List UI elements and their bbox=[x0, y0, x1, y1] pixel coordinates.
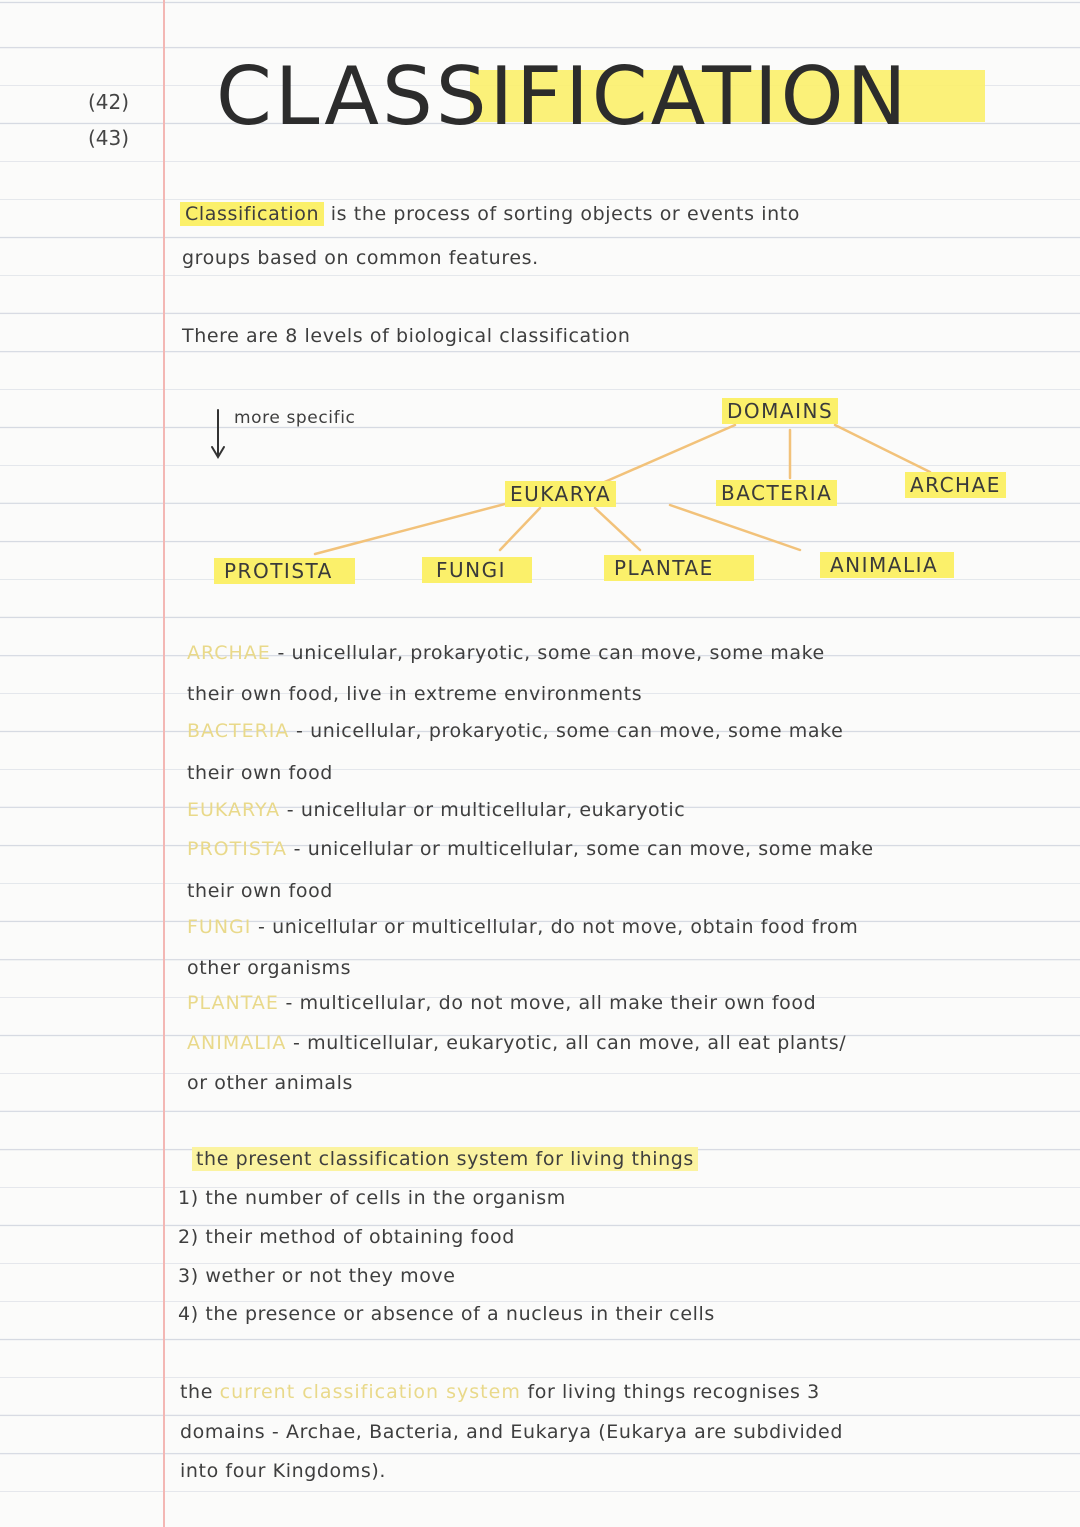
more-specific-label: more specific bbox=[234, 408, 356, 428]
page-title: CLASSIFICATION bbox=[216, 50, 910, 143]
system-item-1: 1) the number of cells in the organism bbox=[178, 1187, 566, 1209]
def-plantae-term: PLANTAE bbox=[187, 992, 279, 1014]
def-fungi-line-1 bbox=[187, 916, 858, 938]
node-animalia bbox=[820, 553, 954, 577]
def-plantae-text-1: - multicellular, do not move, all make their own food bbox=[285, 992, 817, 1014]
system-heading-text: the present classification system for living things bbox=[192, 1147, 698, 1171]
node-eukarya bbox=[505, 482, 616, 506]
node-fungi-text: FUNGI bbox=[422, 557, 532, 583]
system-item-3: 3) wether or not they move bbox=[178, 1265, 456, 1287]
line-eukarya-protista bbox=[315, 500, 520, 554]
def-animalia-line-1 bbox=[187, 1032, 846, 1054]
def-protista-text-1: - unicellular or multicellular, some can move, some make bbox=[293, 838, 874, 860]
line-eukarya-plantae bbox=[595, 508, 640, 550]
def-eukarya-line-1 bbox=[187, 799, 685, 821]
page-number-1: (42) bbox=[88, 90, 130, 114]
node-domains bbox=[722, 399, 838, 423]
summary-lead: the bbox=[180, 1381, 213, 1403]
node-plantae-text: PLANTAE bbox=[604, 555, 754, 581]
def-eukarya-text-1: - unicellular or multicellular, eukaryotic bbox=[286, 799, 686, 821]
def-protista-line-2: their own food bbox=[187, 880, 333, 902]
node-domains-text: DOMAINS bbox=[722, 398, 838, 424]
def-fungi-line-2: other organisms bbox=[187, 957, 352, 979]
line-domains-eukarya bbox=[600, 425, 735, 484]
line-eukarya-animalia bbox=[670, 505, 800, 550]
line-eukarya-fungi bbox=[500, 508, 540, 550]
def-animalia-line-2: or other animals bbox=[187, 1072, 354, 1094]
summary-line-1-rest: for living things recognises 3 bbox=[527, 1381, 820, 1403]
line-domains-archae bbox=[835, 425, 930, 472]
summary-line-2: domains - Archae, Bacteria, and Eukarya (Eukarya are subdivided bbox=[180, 1421, 843, 1443]
def-animalia-text-1: - multicellular, eukaryotic, all can move, all eat plants/ bbox=[293, 1032, 847, 1054]
node-bacteria bbox=[716, 481, 837, 505]
system-heading bbox=[192, 1148, 698, 1170]
intro-line-3: There are 8 levels of biological classification bbox=[182, 325, 631, 347]
page-number-2: (43) bbox=[88, 126, 130, 150]
system-item-4: 4) the presence or absence of a nucleus in their cells bbox=[178, 1303, 715, 1325]
node-animalia-text: ANIMALIA bbox=[820, 552, 954, 578]
classification-term: Classification bbox=[180, 202, 324, 226]
node-archae-text: ARCHAE bbox=[905, 472, 1006, 498]
def-fungi-text-1: - unicellular or multicellular, do not move, obtain food from bbox=[258, 916, 859, 938]
node-archae bbox=[905, 473, 1006, 497]
summary-faint-term: current classification system bbox=[219, 1381, 521, 1403]
def-eukarya-term: EUKARYA bbox=[187, 799, 281, 821]
node-protista-text: PROTISTA bbox=[214, 558, 355, 584]
node-fungi bbox=[422, 558, 532, 582]
classification-tree-lines bbox=[0, 0, 1080, 620]
summary-line-3: into four Kingdoms). bbox=[180, 1460, 387, 1482]
def-archae-term: ARCHAE bbox=[187, 642, 271, 664]
node-bacteria-text: BACTERIA bbox=[716, 480, 837, 506]
intro-line-1-text: is the process of sorting objects or events into bbox=[330, 203, 801, 225]
def-protista-line-1 bbox=[187, 838, 874, 860]
def-bacteria-line-1 bbox=[187, 720, 843, 742]
system-item-2: 2) their method of obtaining food bbox=[178, 1226, 515, 1248]
intro-line-2: groups based on common features. bbox=[182, 247, 539, 269]
def-archae-line-1 bbox=[187, 642, 825, 664]
summary-line-1 bbox=[180, 1381, 820, 1403]
def-protista-term: PROTISTA bbox=[187, 838, 288, 860]
def-bacteria-term: BACTERIA bbox=[187, 720, 290, 742]
def-fungi-term: FUNGI bbox=[187, 916, 252, 938]
node-plantae bbox=[604, 556, 754, 580]
def-archae-text-1: - unicellular, prokaryotic, some can move, some make bbox=[277, 642, 825, 664]
def-bacteria-text-1: - unicellular, prokaryotic, some can move, some make bbox=[296, 720, 844, 742]
node-protista bbox=[214, 559, 355, 583]
def-archae-line-2: their own food, live in extreme environments bbox=[187, 683, 643, 705]
node-eukarya-text: EUKARYA bbox=[505, 481, 616, 507]
def-plantae-line-1 bbox=[187, 992, 816, 1014]
def-bacteria-line-2: their own food bbox=[187, 762, 333, 784]
def-animalia-term: ANIMALIA bbox=[187, 1032, 287, 1054]
